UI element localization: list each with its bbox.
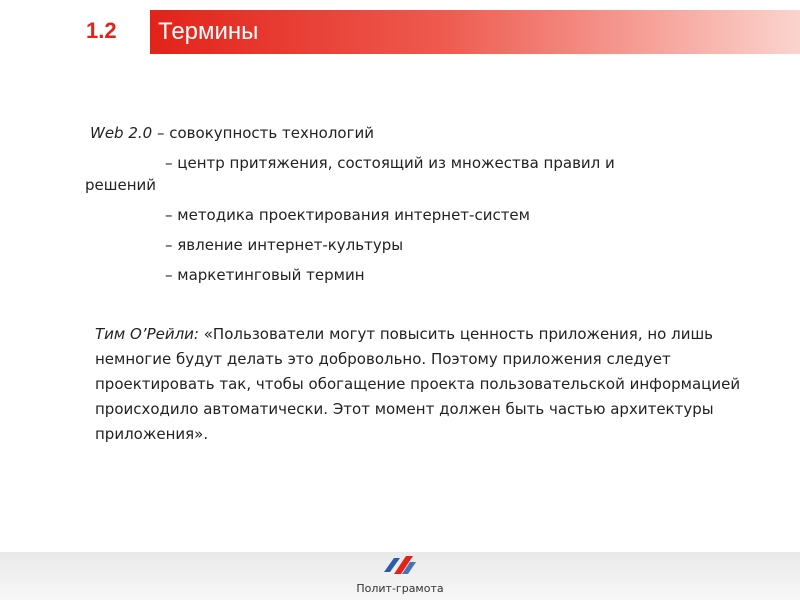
quote-author: Тим О’Рейли: — [95, 325, 199, 343]
term-item-text: – методика проектирования интернет-систем — [165, 206, 530, 224]
quote-text: «Пользователи могут повысить ценность приложения, но лишь немногие будут делать это добровольно. Поэтому приложения следует проектировать так, чтобы обогащение проекта пользовательской информацией происходило автоматически. Этот момент должен быть частью архитектуры приложения». — [95, 325, 741, 443]
footer — [0, 552, 800, 600]
logo-text: Полит-грамота — [356, 582, 444, 595]
term-item-text: – явление интернет-культуры — [165, 236, 404, 254]
term-name: Web 2.0 — [90, 124, 153, 142]
term-definition: – совокупность технологий — [152, 124, 374, 142]
term-item-text: – маркетинговый термин — [165, 266, 365, 284]
section-number: 1.2 — [86, 18, 117, 43]
term-item — [90, 230, 710, 260]
term-item-continuation: решений — [85, 176, 157, 194]
term-item — [90, 260, 710, 290]
section-number-box — [0, 10, 148, 54]
slide-header — [0, 10, 800, 54]
term-item-text: – центр притяжения, состоящий из множества правил и — [165, 154, 615, 172]
term-item — [85, 148, 710, 200]
title-bar — [150, 10, 800, 54]
slide-title: Термины — [158, 18, 259, 45]
term-lead — [90, 118, 710, 148]
polit-gramota-logo-icon — [380, 552, 420, 580]
term-item — [90, 200, 710, 230]
terms-block — [85, 118, 710, 290]
quote-block — [95, 322, 745, 447]
